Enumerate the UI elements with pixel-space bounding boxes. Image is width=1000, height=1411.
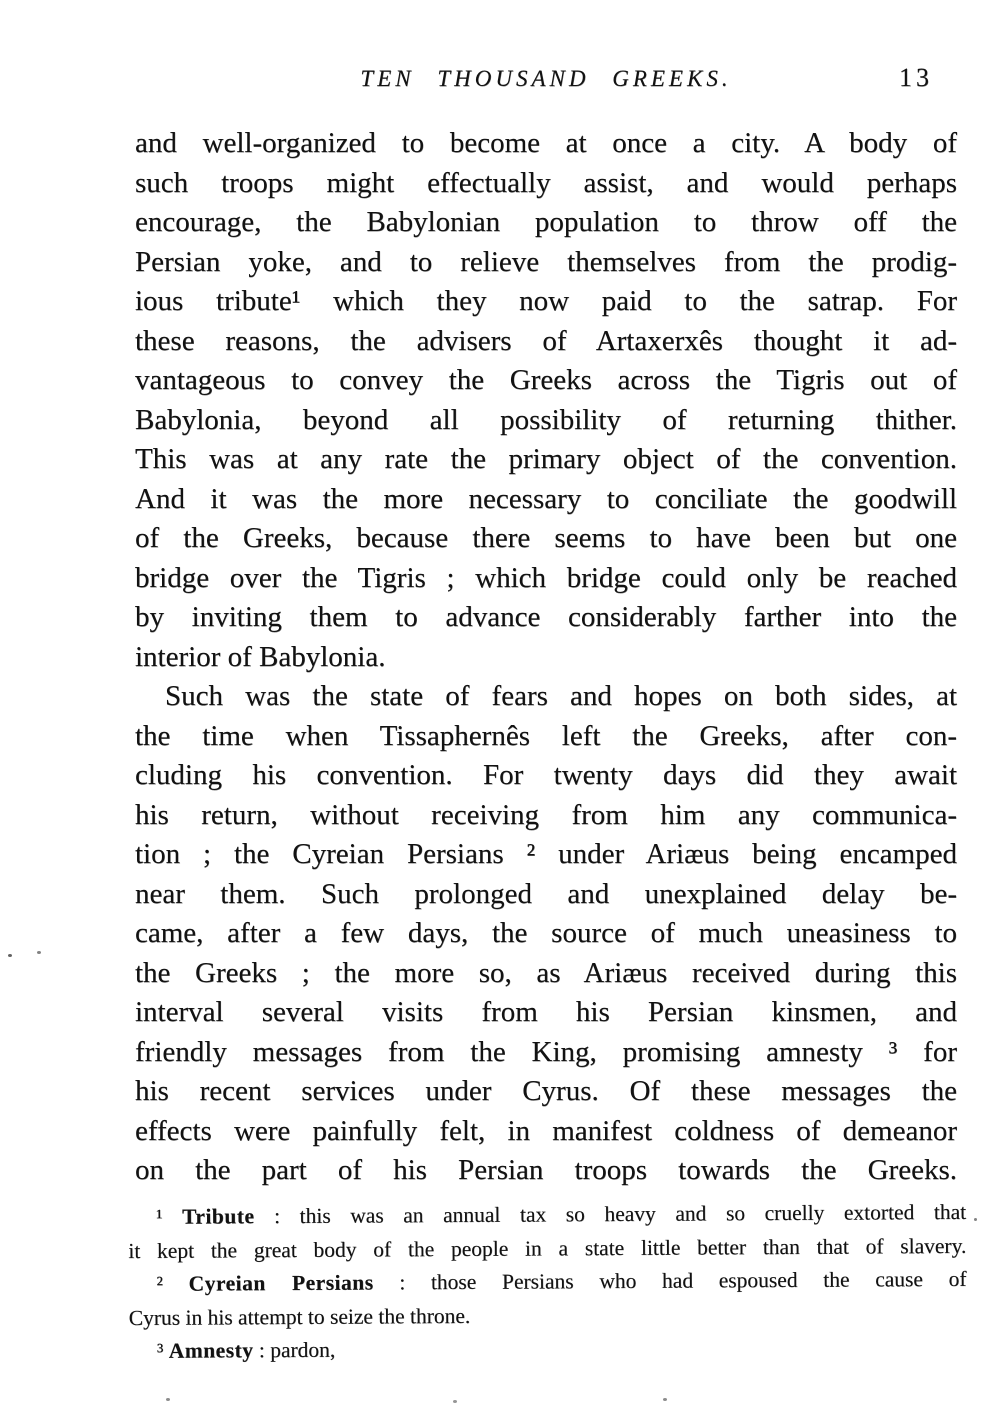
footnotes: [128, 1196, 967, 1369]
footnote-line: [128, 1196, 966, 1235]
text-line: his recent services under Cyrus. Of these messages the: [135, 1075, 957, 1107]
running-title: TEN THOUSAND GREEKS.: [360, 66, 732, 91]
scan-speck: [974, 1218, 977, 1221]
footnote-text: : pardon,: [253, 1337, 336, 1363]
scan-speck: [166, 1398, 170, 1401]
footnote-text: ¹: [156, 1204, 183, 1229]
text-line: near them. Such prolonged and unexplained delay be-: [135, 877, 957, 910]
scan-speck: [8, 954, 12, 957]
text-line: and well-organized to become at once a city. A body of: [135, 127, 957, 159]
text-line: on the part of his Persian troops towards the Greeks.: [135, 1154, 957, 1186]
footnote-text: : this was an annual tax so heavy and so cruelly extorted that: [254, 1199, 967, 1229]
scan-speck: [663, 1398, 667, 1401]
text-line: vantageous to convey the Greeks across the Tigris out of: [135, 364, 957, 396]
text-line: Babylonia, beyond all possibility of returning thither.: [135, 403, 957, 436]
page-header: [135, 64, 957, 98]
text-line: such troops might effectually assist, and would perhaps: [135, 166, 957, 199]
footnote-term: Cyreian Persians: [188, 1270, 374, 1296]
text-line: of the Greeks, because there seems to have been but one: [135, 522, 957, 554]
text-line: This was at any rate the primary object of the convention.: [135, 443, 957, 475]
text-line: cluding his convention. For twenty days did they await: [135, 759, 957, 791]
footnote-text: Cyrus in his attempt to seize the throne.: [128, 1303, 471, 1330]
text-line: And it was the more necessary to conciliate the goodwill: [135, 482, 957, 515]
text-line: effects were painfully felt, in manifest coldness of demeanor: [135, 1114, 957, 1147]
text-line: these reasons, the advisers of Artaxerxês thought it ad-: [135, 324, 957, 357]
footnote-term: Tribute: [182, 1204, 255, 1229]
footnote-line: [128, 1229, 966, 1268]
text-line: ious tribute¹ which they now paid to the satrap. For: [135, 285, 957, 317]
scan-speck: [453, 1400, 457, 1403]
text-line: friendly messages from the King, promising amnesty ³ for: [135, 1035, 957, 1068]
footnote-text: it kept the great body of the people in a state little better than that of slavery.: [128, 1233, 967, 1263]
text-line: by inviting them to advance considerably farther into the: [135, 601, 957, 633]
body-text: [135, 124, 957, 1191]
text-line: the time when Tissaphernês left the Greeks, after con-: [135, 719, 957, 752]
page-number: 13: [899, 63, 933, 92]
text-line: encourage, the Babylonian population to throw off the: [135, 206, 957, 238]
footnote-line: [128, 1263, 966, 1302]
text-line: his return, without receiving from him any communica-: [135, 798, 957, 831]
text-line: Such was the state of fears and hopes on both sides, at: [165, 680, 957, 712]
text-line: came, after a few days, the source of much uneasiness to: [135, 917, 957, 949]
footnote-text: : those Persians who had espoused the cause of: [373, 1266, 967, 1295]
text-line: tion ; the Cyreian Persians ² under Ariæus being encamped: [135, 838, 957, 870]
scan-speck: [37, 951, 41, 954]
text-line: interior of Babylonia.: [135, 640, 386, 673]
text-line: bridge over the Tigris ; which bridge could only be reached: [135, 561, 957, 594]
text-line: the Greeks ; the more so, as Ariæus received during this: [135, 956, 957, 989]
footnote-line: [129, 1296, 967, 1335]
footnote-line: [129, 1330, 967, 1369]
footnote-term: Amnesty: [168, 1338, 254, 1363]
footnote-text: ³: [156, 1338, 169, 1363]
footnote-text: ²: [156, 1271, 189, 1296]
text-line: interval several visits from his Persian kinsmen, and: [135, 996, 957, 1028]
text-line: Persian yoke, and to relieve themselves from the prodig-: [135, 245, 957, 278]
